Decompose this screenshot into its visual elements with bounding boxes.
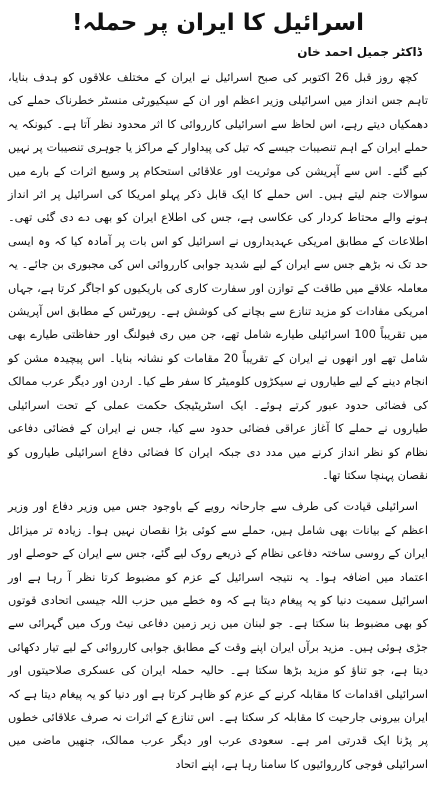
author-byline: ڈاکٹر جمیل احمد خان bbox=[297, 45, 422, 59]
paragraph-text: اسرائیلی قیادت کی طرف سے جارحانہ رویے کے باوجود جس میں وزیر دفاع اور وزیر اعظم کے بیانات بھی شامل ہیں، حملے سے کوئی بڑا نقصان نہیں ہوا۔ زیادہ تر میزائل ایران کے روسی ساختہ دفاعی نظام کے ذریعے روک لیے گئے، جس سے ایران کے حوصلے اور اعتماد میں اضافہ ہوا۔ یہ نتیجہ اسرائیل کے عزم کو مضبوط کرتا نظر آ رہا ہے اور اسرائیل سمیت دنیا کو یہ پیغام دیتا ہے کہ وہ خطے میں حزب اللہ جیسی اتحادی قوتوں کو بھی مضبوط بنا سکتا ہے۔ جو لبنان میں زیر زمین دفاعی نیٹ ورک میں گہرائی سے جڑی ہوئی ہیں۔ مزید برآں ایران اپنے وقت کے مطابق جوابی کارروائی کے لیے تیار دکھائی دیتا ہے، جو تناؤ کو مزید بڑھا سکتا ہے۔ حالیہ حملہ ایران کی عسکری صلاحیتوں اور اسرائیلی اقدامات کا مقابلہ کرنے کے عزم کو ظاہر کرتا ہے اور دنیا کو یہ پیغام دیتا ہے کہ ایران بیرونی جارحیت کا مقابلہ کر سکتا ہے۔ اس تنازع کے اثرات نہ صرف علاقائی خطوں پر پڑنا ایک قدرتی امر ہے۔ سعودی عرب اور دیگر عرب ممالک، جنھیں ماضی میں اسرائیلی فوجی کارروائیوں کا سامنا رہا ہے، اپنے اتحاد bbox=[8, 500, 428, 771]
article-paragraph-2 bbox=[8, 495, 428, 776]
paragraph-text: کچھ روز قبل 26 اکتوبر کی صبح اسرائیل نے ایران کے مختلف علاقوں کو ہدف بنایا، تاہم جس انداز میں اسرائیلی وزیر اعظم اور ان کے سیکیورٹی منسٹر خطرناک حملے کی دھمکیاں دیتے رہے، اس لحاظ سے اسرائیلی کارروائی کا اثر محدود نظر آتا ہے۔ کیونکہ یہ حملے ایران کے اہم تنصیبات جیسے کہ تیل کی پیداوار کے مراکز یا جوہری تنصیبات پر نہیں کیے گئے۔ اس سے آپریشن کی موثریت اور علاقائی استحکام پر وسیع اثرات کے بارے میں سوالات جنم لیتے ہیں۔ اس حملے کا ایک قابل ذکر پہلو امریکا کی اسرائیل پر اثر انداز ہونے والے محتاط کردار کی عکاسی ہے، جس کی اطلاع ایران کو بھی دے دی گئی تھی۔ اطلاعات کے مطابق امریکی عہدیداروں نے اسرائیل کو اس بات پر آمادہ کیا کہ وہ ایسی حد تک نہ بڑھے جس سے ایران کے لیے شدید جوابی کارروائی اس کی مجبوری بن جائے۔ یہ معاملہ علاقے میں طاقت کے توازن اور سفارت کاری کی باریکیوں کو اجاگر کرتا ہے، جہاں امریکی مفادات کو مزید تنازع سے بچانے کی کوشش ہے۔ رپورٹس کے مطابق اس آپریشن میں تقریباً 100 اسرائیلی طیارے شامل تھے، جن میں ری فیولنگ اور حفاظتی طیارے بھی شامل تھے اور انھوں نے ایران کے تقریباً 20 مقامات کو نشانہ بنایا۔ اس پیچیدہ مشن کو انجام دینے کے لیے طیاروں نے سیکڑوں کلومیٹر کا سفر طے کیا۔ اردن اور دیگر عرب ممالک کی فضائی حدود عبور کرتے ہوئے۔ ایک اسٹریٹیجک حکمت عملی کے تحت اسرائیلی طیاروں نے حملے کا آغاز عراقی فضائی حدود سے کیا، جس نے ایران کے فضائی دفاعی نظام کو نظر انداز کرنے میں مدد دی جبکہ ایران کا فضائی دفاع اسرائیلی طیاروں کو نقصان پہنچا سکتا تھا۔ bbox=[8, 71, 428, 482]
article-headline: اسرائیل کا ایران پر حملہ! bbox=[72, 10, 364, 36]
article-paragraph-1 bbox=[8, 66, 428, 487]
